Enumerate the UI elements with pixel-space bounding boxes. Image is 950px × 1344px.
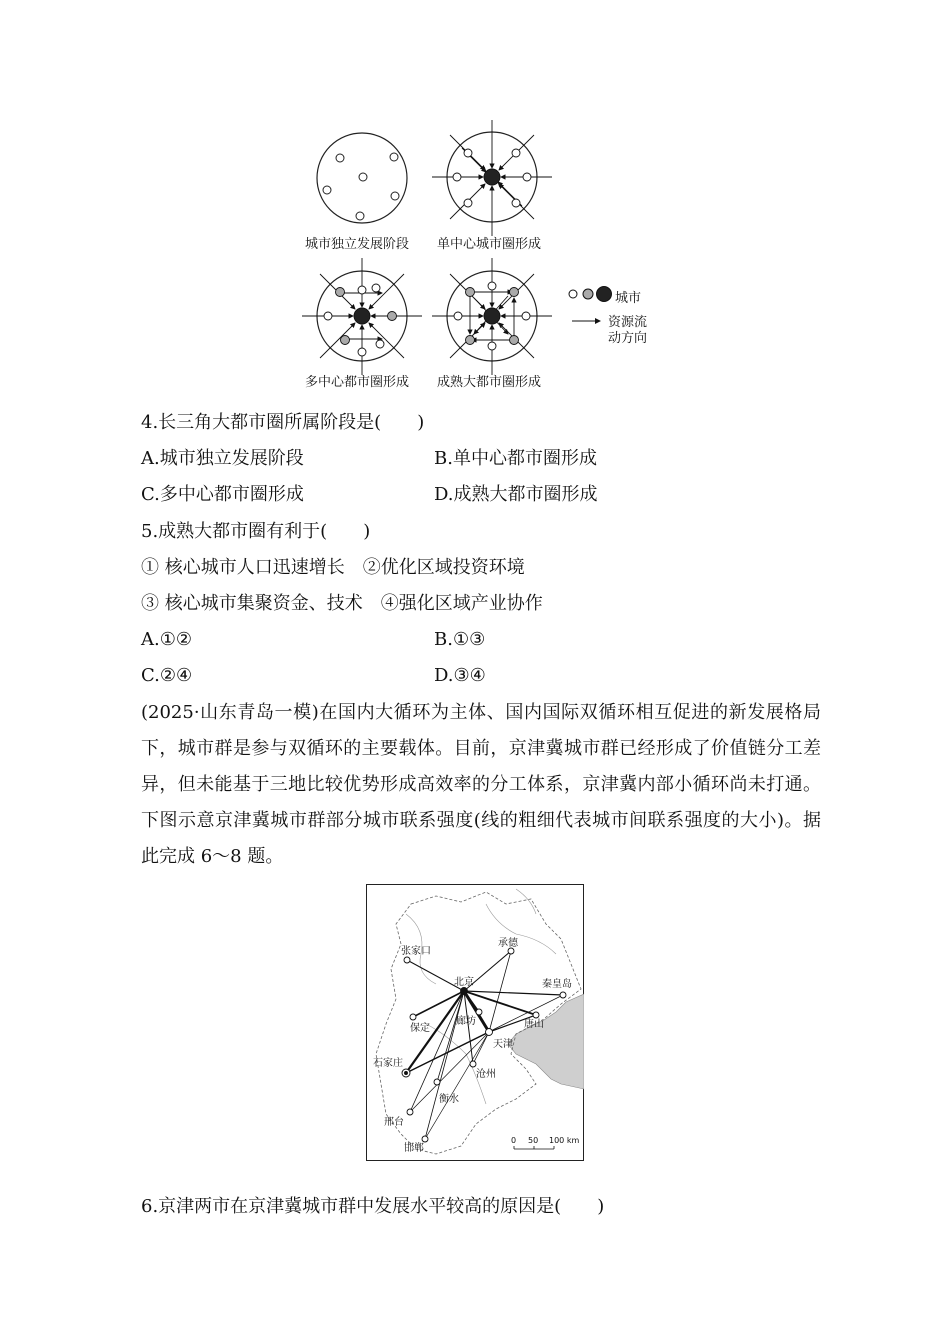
stage-single-center-diagram — [432, 120, 552, 236]
legend-flow-label-line1: 资源流 — [608, 315, 648, 330]
scale-label-zero: 0 — [511, 1136, 517, 1145]
city-label-chengde: 承德 — [498, 938, 518, 949]
question-5-statements-2: ③ 核心城市集聚资金、技术 ④强化区域产业协作 — [141, 593, 543, 614]
caption-mature-stage: 成熟大都市圈形成 — [437, 375, 542, 390]
question-5-option-d[interactable]: D.③④ — [434, 665, 486, 686]
stage-multi-center-diagram — [302, 258, 422, 375]
scale-label-end: 100 km — [549, 1136, 580, 1145]
question-4-stem: 4.长三角大都市圈所属阶段是( ) — [141, 412, 425, 433]
city-label-hengshui: 衡水 — [439, 1094, 459, 1105]
city-label-handan: 邯郸 — [404, 1143, 424, 1154]
question-5-option-b[interactable]: B.①③ — [434, 629, 486, 650]
city-label-langfang: 廊坊 — [456, 1016, 476, 1027]
jingjinji-map — [366, 884, 584, 1162]
question-4-option-c[interactable]: C.多中心都市圈形成 — [141, 484, 304, 505]
question-5-statements-1: ① 核心城市人口迅速增长 ②优化区域投资环境 — [141, 557, 525, 578]
metropolitan-stages-diagram — [290, 120, 680, 390]
city-label-qinhuangdao: 秦皇岛 — [542, 979, 572, 990]
city-label-zhangjiakou: 张家口 — [401, 946, 431, 957]
caption-independent-stage: 城市独立发展阶段 — [305, 237, 410, 252]
city-label-tangshan: 唐山 — [524, 1019, 544, 1030]
caption-multi-center-stage: 多中心都市圈形成 — [305, 375, 410, 390]
legend-flow-label-line2: 动方向 — [608, 331, 648, 346]
question-4-option-d[interactable]: D.成熟大都市圈形成 — [434, 484, 598, 505]
city-label-tianjin: 天津 — [493, 1039, 513, 1050]
city-label-shijiazhuang: 石家庄 — [373, 1058, 403, 1069]
question-4-option-a[interactable]: A.城市独立发展阶段 — [141, 448, 304, 469]
question-4-option-b[interactable]: B.单中心都市圈形成 — [434, 448, 597, 469]
caption-single-center-stage: 单中心城市圈形成 — [437, 237, 542, 252]
passage-text: (2025·山东青岛一模)在国内大循环为主体、国内国际双循环相互促进的新发展格局下，城市群是参与双循环的主要载体。目前，京津冀城市群已经形成了价值链分工差异，但未能基于三地比较优势形成高效率的分工体系，京津冀内部小循环尚未打通。下图示意京津冀城市群部分城市联系强度(线的粗细代表城市间联系强度的大小)。据此完成 6～8 题。 — [141, 702, 821, 867]
question-6-stem: 6.京津两市在京津冀城市群中发展水平较高的原因是( ) — [141, 1196, 605, 1217]
stage-mature-diagram — [432, 258, 552, 375]
stage-independent-diagram — [317, 133, 407, 223]
city-label-beijing: 北京 — [454, 977, 474, 988]
city-label-cangzhou: 沧州 — [476, 1069, 496, 1080]
question-5-option-c[interactable]: C.②④ — [141, 665, 193, 686]
question-5-stem: 5.成熟大都市圈有利于( ) — [141, 521, 371, 542]
question-5-option-a[interactable]: A.①② — [141, 629, 192, 650]
scale-label-mid: 50 — [528, 1136, 539, 1145]
legend-city-label: 城市 — [615, 291, 642, 306]
diagram-legend — [569, 287, 612, 322]
city-label-xingtai: 邢台 — [384, 1117, 404, 1128]
city-label-baoding: 保定 — [410, 1023, 430, 1034]
